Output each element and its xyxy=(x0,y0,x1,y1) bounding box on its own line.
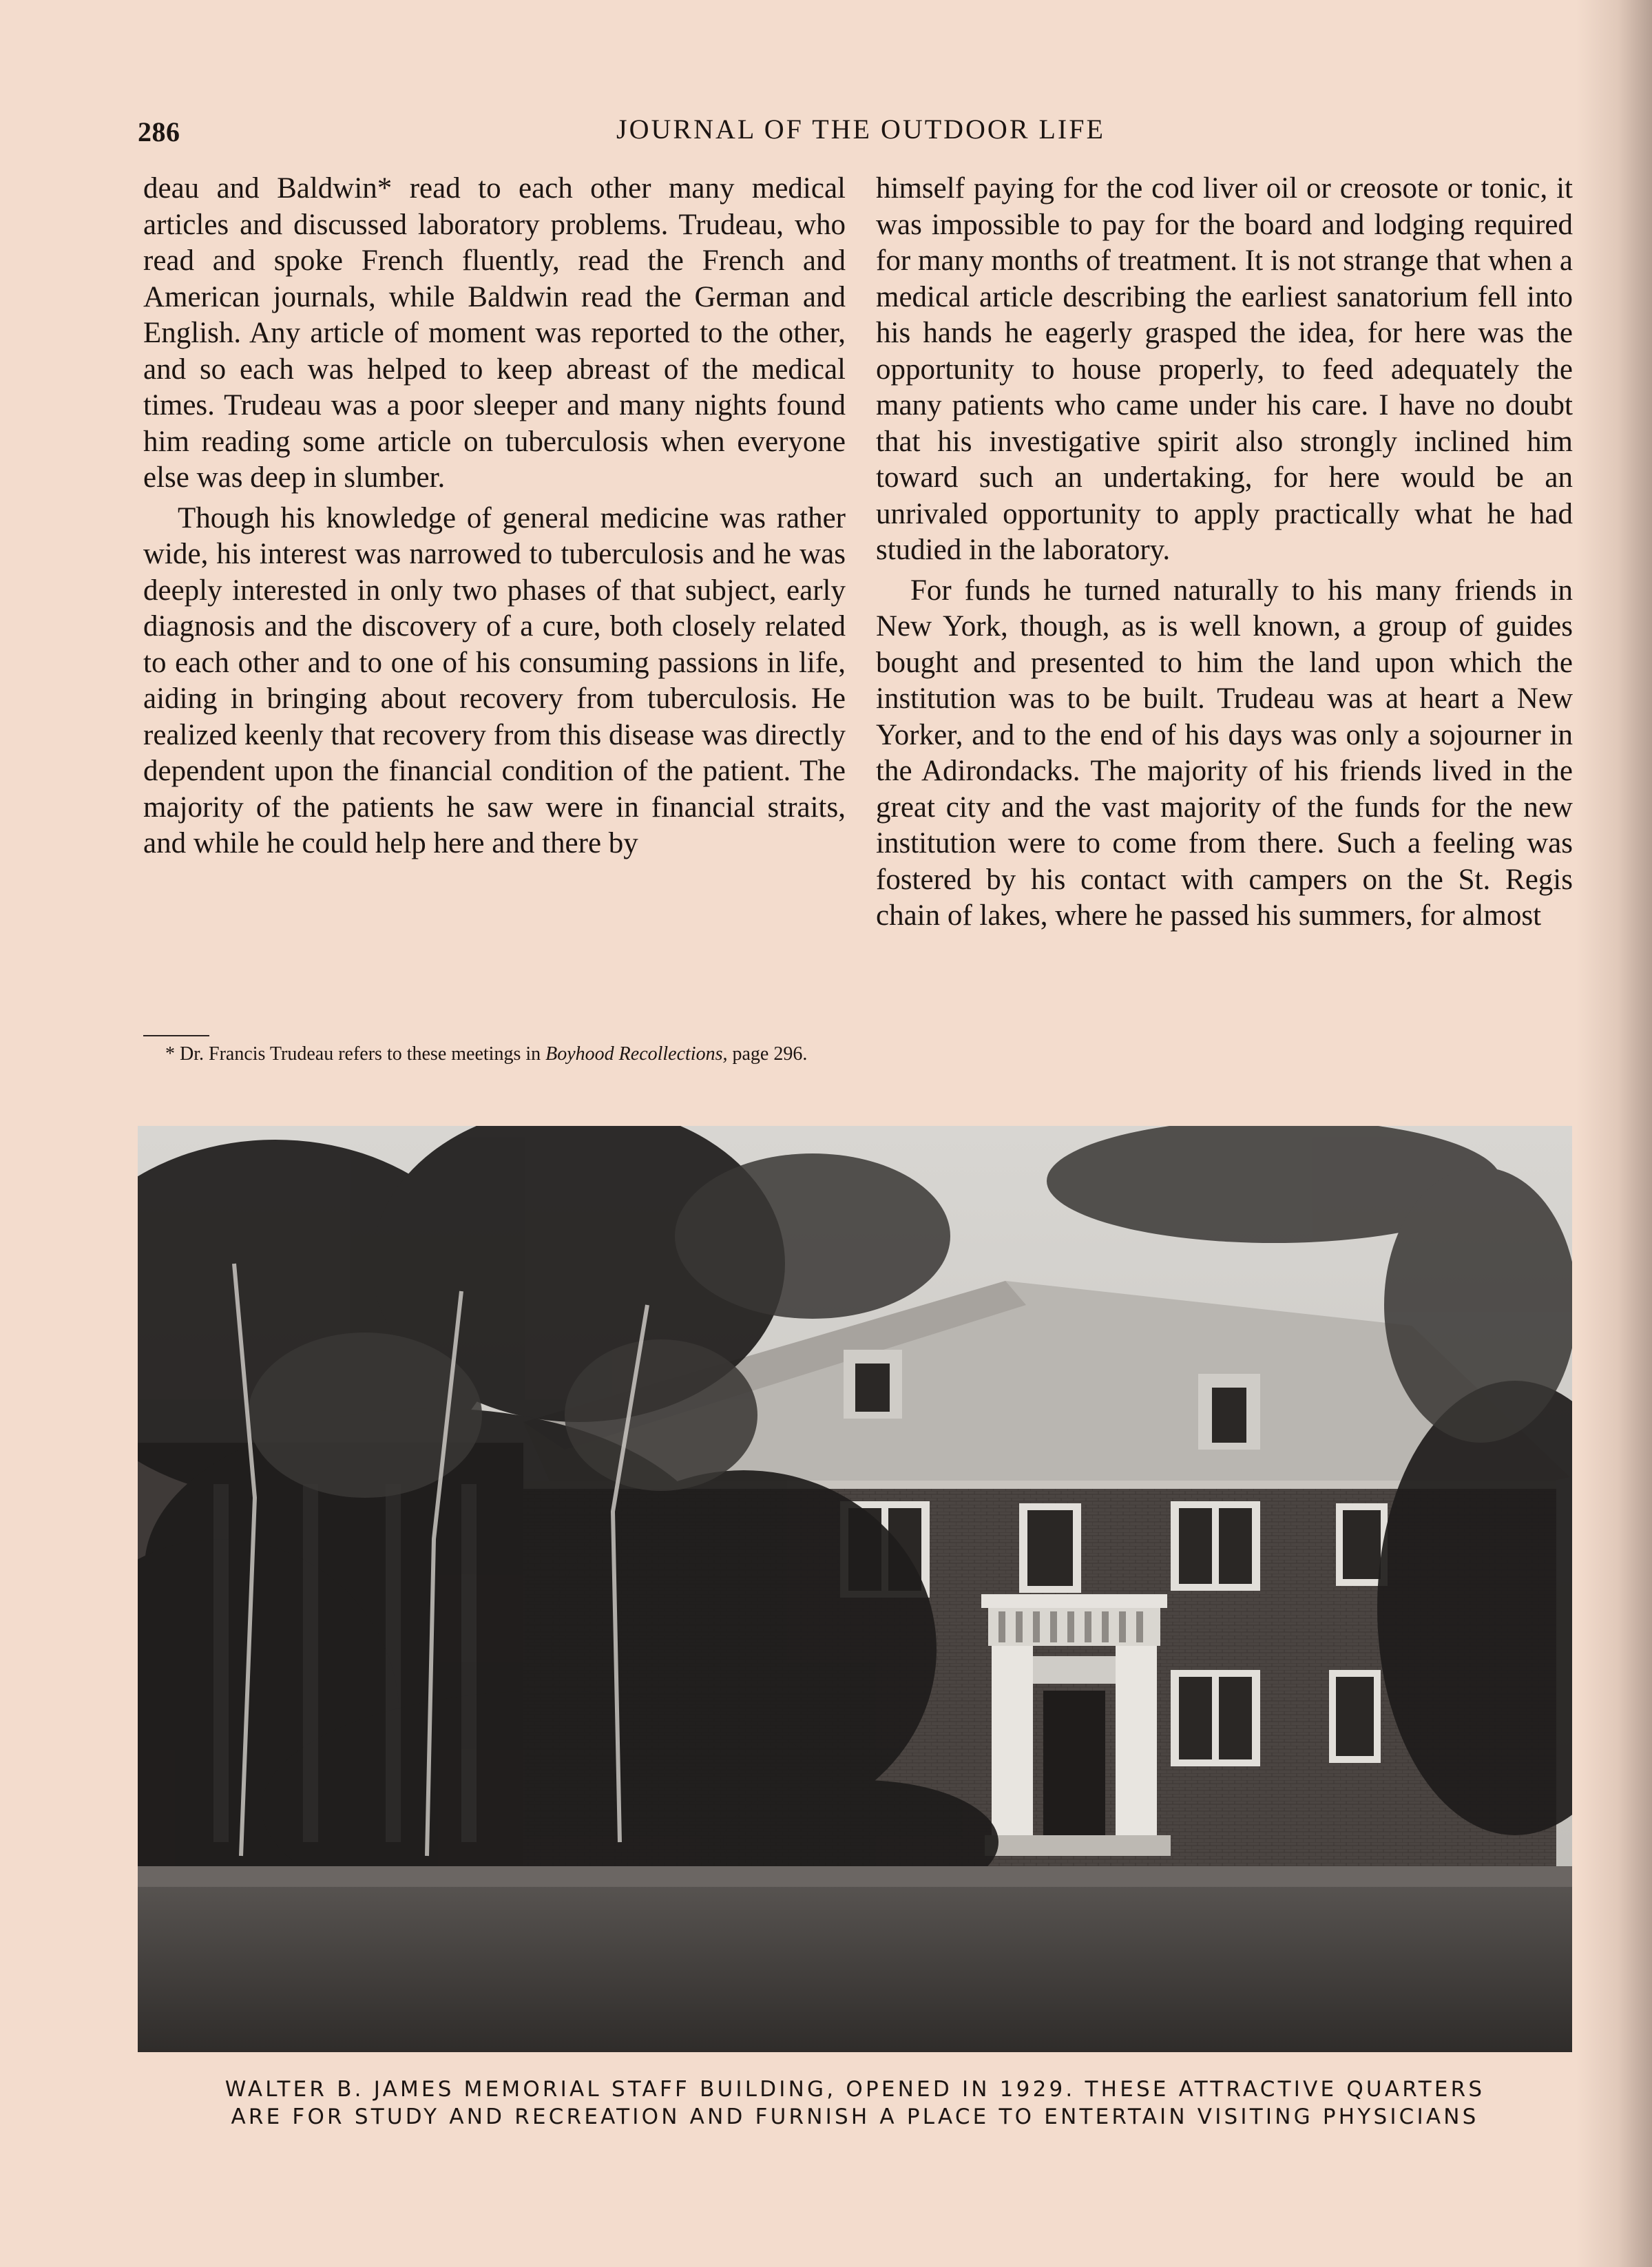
page-number: 286 xyxy=(138,116,180,147)
footnote-text: Dr. Francis Trudeau refers to these meetings in xyxy=(180,1043,546,1065)
footnote-book-title: Boyhood Recollections, xyxy=(545,1043,728,1065)
building-photo-illustration xyxy=(138,1126,1572,2052)
right-column xyxy=(876,171,1573,934)
left-paragraph-2: Though his knowledge of general medicine was rather wide, his interest was narrowed to tuberculosis and he was deeply interested in only two phases of that subject, early diagnosis and the discovery of a cure, both closely related to each other and to one of his consuming passions in life, aiding in bringing about recovery from tuberculosis. He realized keenly that recovery from this disease was directly dependent upon the financial condition of the patient. The majority of the patients he saw were in financial straits, and while he could help here and there by xyxy=(143,501,846,859)
brick-building-photo xyxy=(138,1126,1572,2052)
right-paragraph-1: himself paying for the cod liver oil or creosote or tonic, it was impossible to pay for the board and lodging required for many months of treatment. It is not strange that when a medical article describing the earliest sanatorium fell into his hands he eagerly grasped the idea, for here was the opportunity to house properly, to feed adequately the many patients who came under his care. I have no doubt that his investigative spirit also strongly inclined him toward such an undertaking, for here would be an unrivaled opportunity to apply practically what he had studied in the laboratory. xyxy=(876,172,1573,566)
caption-line-2: ARE FOR STUDY AND RECREATION AND FURNISH A PLACE TO ENTERTAIN VISITING PHYSICIANS xyxy=(231,2104,1479,2129)
right-paragraph-2: For funds he turned naturally to his many friends in New York, though, as is well known, a group of guides bought and presented to him the land upon which the institution was to be built. Trudeau was at heart a New Yorker, and to the end of his days was only a sojourner in the Adirondacks. The majority of his friends lived in the great city and the vast majority of the funds for the new institution were to come from there. Such a feeling was fostered by his contact with campers on the St. Regis chain of lakes, where he passed his summers, for almost xyxy=(876,574,1573,932)
running-head: JOURNAL OF THE OUTDOOR LIFE xyxy=(616,114,1105,145)
footnote-rule xyxy=(143,1035,209,1036)
footnote-mark: * xyxy=(165,1043,175,1065)
page-spine-shadow xyxy=(1576,0,1652,2267)
footnote-page-ref: page 296. xyxy=(727,1043,808,1065)
left-paragraph-1: deau and Baldwin* read to each other many medical articles and discussed laboratory problems. Trudeau, who read and spoke French fluently, read the French and American journals, while Baldwin read the German and English. Any article of moment was reported to the other, and so each was helped to keep abreast of the medical times. Trudeau was a poor sleeper and many nights found him reading some article on tuberculosis when everyone else was deep in slumber. xyxy=(143,172,846,494)
caption-line-1: WALTER B. JAMES MEMORIAL STAFF BUILDING, OPENED IN 1929. THESE ATTRACTIVE QUARTERS xyxy=(224,2077,1485,2102)
left-column xyxy=(143,171,846,862)
photo-caption xyxy=(138,2076,1572,2131)
footnote xyxy=(143,1043,846,1066)
